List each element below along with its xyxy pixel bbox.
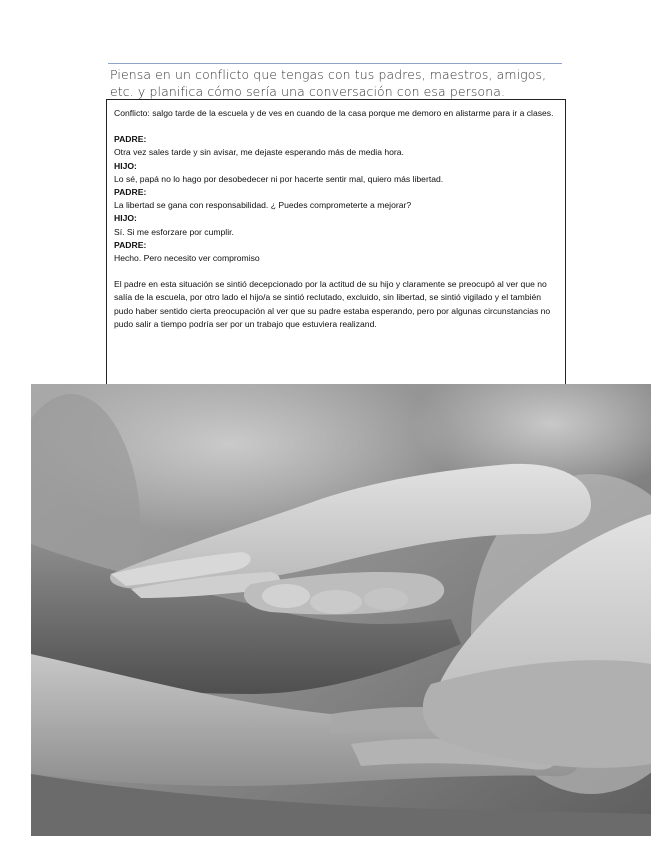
dialogue-line: La libertad se gana con responsabilidad. ¿ Puedes comprometerte a mejorar? bbox=[114, 200, 412, 211]
stacked-hands-photo bbox=[31, 384, 651, 836]
activity-prompt: Piensa en un conflicto que tengas con tus padres, maestros, amigos, etc. y planifica cómo sería una conversación con esa persona. bbox=[110, 67, 547, 99]
dialogue-line: Sí. Si me esforzare por cumplir. bbox=[114, 226, 234, 237]
dialogue-line: Otra vez sales tarde y sin avisar, me dejaste esperando más de media hora. bbox=[114, 147, 404, 158]
dialogue-line: Hecho. Pero necesito ver compromiso bbox=[114, 253, 260, 264]
dialogue-speaker: PADRE: bbox=[114, 187, 147, 198]
conflict-statement: Conflicto: salgo tarde de la escuela y de ves en cuando de la casa porque me demoro en alistarme para ir a clases. bbox=[114, 108, 554, 118]
dialogue-line: Lo sé, papá no lo hago por desobedecer ni por hacerte sentir mal, quiero más libertad. bbox=[114, 173, 444, 184]
dialogue-speaker: PADRE: bbox=[114, 239, 147, 250]
answer-box bbox=[106, 99, 566, 386]
top-divider-line bbox=[108, 63, 562, 64]
reflection-paragraph: El padre en esta situación se sintió decepcionado por la actitud de su hijo y claramente se preocupó al ver que no salía de la escuela, por otro lado el hijo/a se sintió reclutado, excluido, sin libertad, se sintió vigilado y el también pudo haber sentido cierta preocupación al ver que su padre estaba esperando, pero por algunas circunstancias no pudo salir a tiempo podría ser por un trabajo que estuviera realizand. bbox=[114, 279, 551, 329]
dialogue-speaker: HIJO: bbox=[114, 160, 137, 171]
dialogue-speaker: PADRE: bbox=[114, 134, 147, 145]
dialogue-speaker: HIJO: bbox=[114, 213, 137, 224]
